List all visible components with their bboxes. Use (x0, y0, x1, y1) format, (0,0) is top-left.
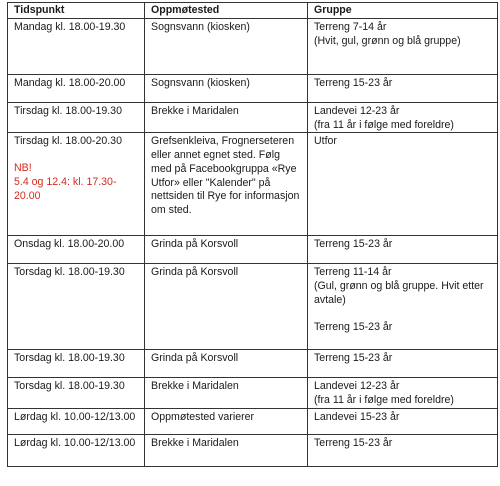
time-cell (8, 378, 145, 409)
place-text: Grinda på Korsvoll (151, 266, 239, 279)
time-cell (8, 434, 145, 466)
place-text: Grinda på Korsvoll (151, 352, 239, 365)
group-line: (fra 11 år i følge med foreldre) (314, 118, 454, 131)
group-line: Terreng 7-14 år (314, 20, 387, 33)
header-place: Oppmøtested (145, 3, 308, 19)
group-cell (308, 18, 498, 74)
time-cell (8, 350, 145, 378)
group-cell (308, 236, 498, 264)
table-row (8, 264, 498, 350)
table-row (8, 18, 498, 74)
time-cell (8, 18, 145, 74)
place-text: Brekke i Maridalen (151, 436, 239, 449)
group-line: (Gul, grønn og blå gruppe. Hvit etter avtale) (314, 280, 484, 306)
header-row (8, 3, 498, 19)
place-cell (145, 378, 308, 409)
place-cell (145, 434, 308, 466)
table-row (8, 102, 498, 133)
time-text: Torsdag kl. 18.00-19.30 (14, 266, 125, 279)
group-line: Terreng 15-23 år (314, 76, 393, 89)
time-cell (8, 74, 145, 102)
time-text: Mandag kl. 18.00-20.00 (14, 76, 126, 89)
header-group: Gruppe (308, 3, 498, 19)
table-row (8, 434, 498, 466)
group-cell (308, 264, 498, 350)
place-cell (145, 350, 308, 378)
group-line: Terreng 11-14 år (314, 266, 392, 279)
place-cell (145, 18, 308, 74)
table-row (8, 350, 498, 378)
group-line: (Hvit, gul, grønn og blå gruppe) (314, 34, 461, 47)
place-cell (145, 236, 308, 264)
group-cell (308, 408, 498, 434)
note-line: 5.4 og 12.4: kl. 17.30- (14, 175, 117, 188)
place-cell (145, 133, 308, 236)
group-line: Terreng 15-23 år (314, 320, 393, 333)
group-cell (308, 434, 498, 466)
table-row (8, 74, 498, 102)
group-cell (308, 378, 498, 409)
place-cell (145, 74, 308, 102)
time-cell (8, 236, 145, 264)
place-text: Sognsvann (kiosken) (151, 20, 250, 33)
time-cell (8, 408, 145, 434)
time-text: Tirsdag kl. 18.00-19.30 (14, 104, 122, 117)
group-cell (308, 74, 498, 102)
time-text: Mandag kl. 18.00-19.30 (14, 20, 126, 33)
group-line: Utfor (314, 135, 337, 148)
place-text: Brekke i Maridalen (151, 380, 239, 393)
time-text: Torsdag kl. 18.00-19.30 (14, 352, 125, 365)
time-text: Lørdag kl. 10.00-12/13.00 (14, 436, 136, 449)
group-line: Landevei 12-23 år (314, 104, 400, 117)
group-line: Terreng 15-23 år (314, 436, 393, 449)
place-text: Oppmøtested varierer (151, 410, 255, 423)
header-time: Tidspunkt (8, 3, 145, 19)
group-line: Terreng 15-23 år (314, 238, 393, 251)
table-row (8, 408, 498, 434)
group-cell (308, 133, 498, 236)
time-text: Onsdag kl. 18.00-20.00 (14, 238, 125, 251)
schedule-table (7, 2, 498, 467)
place-text: Grefsenkleiva, Frognerseteren eller annet egnet sted. Følg med på Facebookgruppa «Rye Utfor» eller "Kalender" på nettsiden til Rye for informasjon om sted. (151, 135, 300, 217)
place-text: Grinda på Korsvoll (151, 238, 239, 251)
group-line (314, 308, 491, 321)
time-cell (8, 133, 145, 236)
time-cell (8, 264, 145, 350)
place-text: Brekke i Maridalen (151, 104, 239, 117)
group-line: Landevei 15-23 år (314, 410, 400, 423)
group-line: Terreng 15-23 år (314, 352, 393, 365)
table-row (8, 133, 498, 236)
place-cell (145, 102, 308, 133)
time-text: Lørdag kl. 10.00-12/13.00 (14, 410, 136, 423)
place-text: Sognsvann (kiosken) (151, 76, 250, 89)
group-line: (fra 11 år i følge med foreldre) (314, 394, 454, 407)
group-cell (308, 350, 498, 378)
group-line: Landevei 12-23 år (314, 380, 400, 393)
group-cell (308, 102, 498, 133)
table-row (8, 236, 498, 264)
note-line: NB! (14, 162, 32, 175)
schedule-body (8, 18, 498, 466)
place-cell (145, 408, 308, 434)
time-cell (8, 102, 145, 133)
table-row (8, 378, 498, 409)
note-line: 20.00 (14, 189, 41, 202)
time-text: Tirsdag kl. 18.00-20.30 (14, 135, 122, 148)
place-cell (145, 264, 308, 350)
time-text: Torsdag kl. 18.00-19.30 (14, 380, 125, 393)
